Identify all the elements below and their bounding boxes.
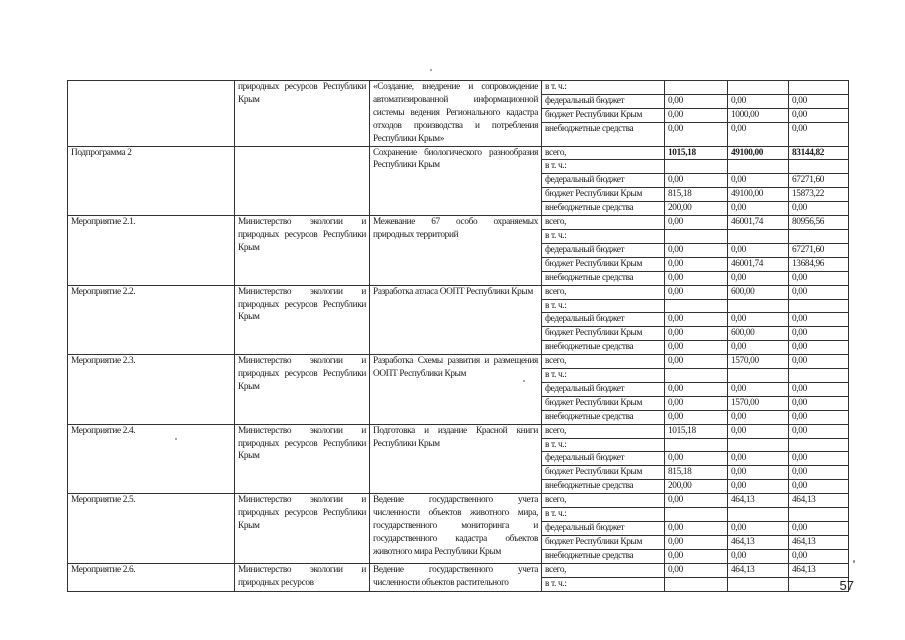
amount-cell-1: 0,00 — [665, 216, 728, 230]
amount-cell-3: 0,00 — [789, 355, 849, 369]
amount-cell-2: 0,00 — [728, 95, 789, 109]
amount-cell-1 — [665, 577, 728, 591]
activity-title-cell: «Создание, внедрение и сопровождение автоматизированной информационной системы ведения Регионального кадастра отходов производства и потребления Республики Крым» — [370, 81, 542, 147]
amount-cell-2: 0,00 — [728, 424, 789, 438]
amount-cell-1: 0,00 — [665, 410, 728, 424]
table-row — [68, 355, 849, 369]
amount-cell-3: 0,00 — [789, 95, 849, 109]
executor-cell: Министерство экологии и природных ресурсов Республики Крым — [235, 424, 370, 494]
amount-cell-3: 83144,82 — [789, 146, 849, 160]
amount-cell-2: 0,00 — [728, 410, 789, 424]
funding-source-cell: внебюджетные средства — [542, 271, 665, 285]
amount-cell-2 — [728, 160, 789, 174]
amount-cell-2 — [728, 81, 789, 95]
amount-cell-3: 15873,22 — [789, 188, 849, 202]
executor-cell: природных ресурсов Республики Крым — [235, 81, 370, 147]
amount-cell-1 — [665, 81, 728, 95]
amount-cell-1: 0,00 — [665, 563, 728, 577]
activity-title-cell: Ведение государственного учета численности объектов растительного — [370, 563, 542, 591]
amount-cell-1: 1015,18 — [665, 424, 728, 438]
amount-cell-3: 0,00 — [789, 452, 849, 466]
funding-source-cell: внебюджетные средства — [542, 480, 665, 494]
funding-source-cell: федеральный бюджет — [542, 243, 665, 257]
amount-cell-1: 0,00 — [665, 95, 728, 109]
amount-cell-2: 0,00 — [728, 480, 789, 494]
program-name-cell — [68, 81, 235, 147]
amount-cell-1: 0,00 — [665, 355, 728, 369]
scan-speck — [853, 560, 855, 563]
executor-cell: Министерство экологии и природных ресурсов Республики Крым — [235, 494, 370, 564]
amount-cell-3: 464,13 — [789, 494, 849, 508]
amount-cell-2 — [728, 229, 789, 243]
amount-cell-3: 0,00 — [789, 271, 849, 285]
amount-cell-2: 0,00 — [728, 202, 789, 216]
amount-cell-2: 0,00 — [728, 243, 789, 257]
amount-cell-2: 464,13 — [728, 563, 789, 577]
funding-source-cell: бюджет Республики Крым — [542, 109, 665, 123]
funding-source-cell: внебюджетные средства — [542, 549, 665, 563]
amount-cell-1: 0,00 — [665, 327, 728, 341]
amount-cell-3 — [789, 81, 849, 95]
amount-cell-1: 0,00 — [665, 271, 728, 285]
amount-cell-2: 464,13 — [728, 535, 789, 549]
funding-source-cell: в т. ч.: — [542, 229, 665, 243]
amount-cell-3: 0,00 — [789, 341, 849, 355]
program-name-cell: Мероприятие 2.6. — [68, 563, 235, 591]
funding-source-cell: в т. ч.: — [542, 160, 665, 174]
amount-cell-1: 0,00 — [665, 396, 728, 410]
funding-source-cell: федеральный бюджет — [542, 313, 665, 327]
amount-cell-2: 0,00 — [728, 549, 789, 563]
amount-cell-1: 0,00 — [665, 123, 728, 146]
funding-source-cell: в т. ч.: — [542, 508, 665, 522]
funding-source-cell: внебюджетные средства — [542, 123, 665, 146]
amount-cell-3: 67271,60 — [789, 243, 849, 257]
amount-cell-3: 464,13 — [789, 535, 849, 549]
funding-source-cell: всего, — [542, 494, 665, 508]
scan-speck — [430, 69, 432, 71]
amount-cell-1: 0,00 — [665, 243, 728, 257]
amount-cell-3: 80956,56 — [789, 216, 849, 230]
amount-cell-2: 0,00 — [728, 271, 789, 285]
amount-cell-3: 0,00 — [789, 466, 849, 480]
amount-cell-1: 0,00 — [665, 452, 728, 466]
funding-source-cell: всего, — [542, 146, 665, 160]
funding-source-cell: федеральный бюджет — [542, 174, 665, 188]
funding-source-cell: всего, — [542, 216, 665, 230]
amount-cell-2 — [728, 438, 789, 452]
amount-cell-1 — [665, 160, 728, 174]
funding-source-cell: бюджет Республики Крым — [542, 327, 665, 341]
amount-cell-2: 1570,00 — [728, 355, 789, 369]
amount-cell-3: 0,00 — [789, 285, 849, 299]
funding-source-cell: в т. ч.: — [542, 369, 665, 383]
funding-source-cell: в т. ч.: — [542, 299, 665, 313]
amount-cell-2: 49100,00 — [728, 188, 789, 202]
table-row — [68, 494, 849, 508]
amount-cell-3: 0,00 — [789, 202, 849, 216]
amount-cell-1: 0,00 — [665, 313, 728, 327]
funding-table-body — [68, 81, 849, 592]
amount-cell-3: 0,00 — [789, 382, 849, 396]
program-name-cell: Мероприятие 2.2. — [68, 285, 235, 355]
amount-cell-3: 0,00 — [789, 480, 849, 494]
amount-cell-2: 49100,00 — [728, 146, 789, 160]
amount-cell-1 — [665, 229, 728, 243]
amount-cell-3: 0,00 — [789, 327, 849, 341]
program-name-cell: Мероприятие 2.4. — [68, 424, 235, 494]
amount-cell-3: 0,00 — [789, 123, 849, 146]
executor-cell: Министерство экологии и природных ресурсов Республики Крым — [235, 355, 370, 425]
amount-cell-3 — [789, 229, 849, 243]
amount-cell-1: 0,00 — [665, 494, 728, 508]
amount-cell-3: 0,00 — [789, 396, 849, 410]
amount-cell-1: 0,00 — [665, 549, 728, 563]
program-name-cell: Мероприятие 2.5. — [68, 494, 235, 564]
amount-cell-3: 13684,96 — [789, 257, 849, 271]
amount-cell-1 — [665, 438, 728, 452]
amount-cell-1: 0,00 — [665, 285, 728, 299]
funding-source-cell: внебюджетные средства — [542, 410, 665, 424]
amount-cell-2 — [728, 369, 789, 383]
table-row — [68, 285, 849, 299]
amount-cell-2: 46001,74 — [728, 216, 789, 230]
amount-cell-2: 0,00 — [728, 382, 789, 396]
amount-cell-1 — [665, 508, 728, 522]
amount-cell-1: 0,00 — [665, 257, 728, 271]
activity-title-cell: Подготовка и издание Красной книги Республики Крым — [370, 424, 542, 494]
amount-cell-2: 0,00 — [728, 313, 789, 327]
amount-cell-1: 0,00 — [665, 522, 728, 536]
amount-cell-2: 0,00 — [728, 123, 789, 146]
amount-cell-1 — [665, 299, 728, 313]
amount-cell-2: 0,00 — [728, 452, 789, 466]
amount-cell-3: 0,00 — [789, 522, 849, 536]
amount-cell-2: 600,00 — [728, 327, 789, 341]
amount-cell-1 — [665, 369, 728, 383]
amount-cell-1: 815,18 — [665, 466, 728, 480]
amount-cell-2 — [728, 299, 789, 313]
amount-cell-2 — [728, 508, 789, 522]
table-row — [68, 81, 849, 95]
amount-cell-2 — [728, 577, 789, 591]
executor-cell: Министерство экологии и природных ресурсов — [235, 563, 370, 591]
amount-cell-1: 0,00 — [665, 174, 728, 188]
funding-source-cell: всего, — [542, 563, 665, 577]
funding-source-cell: бюджет Республики Крым — [542, 396, 665, 410]
funding-source-cell: в т. ч.: — [542, 81, 665, 95]
table-row — [68, 563, 849, 577]
amount-cell-3: 0,00 — [789, 424, 849, 438]
scan-speck — [523, 380, 525, 382]
executor-cell: Министерство экологии и природных ресурсов Республики Крым — [235, 216, 370, 286]
funding-source-cell: федеральный бюджет — [542, 522, 665, 536]
amount-cell-2: 1000,00 — [728, 109, 789, 123]
amount-cell-3: 464,13 — [789, 563, 849, 577]
funding-source-cell: федеральный бюджет — [542, 452, 665, 466]
table-row — [68, 216, 849, 230]
table-row — [68, 424, 849, 438]
funding-table — [67, 80, 849, 592]
activity-title-cell: Ведение государственного учета численности объектов животного мира, государственного мониторинга и государственного кадастра объектов животного мира Республики Крым — [370, 494, 542, 564]
amount-cell-3: 0,00 — [789, 410, 849, 424]
amount-cell-3 — [789, 369, 849, 383]
amount-cell-3 — [789, 508, 849, 522]
amount-cell-3: 0,00 — [789, 313, 849, 327]
amount-cell-2: 0,00 — [728, 174, 789, 188]
funding-source-cell: всего, — [542, 285, 665, 299]
amount-cell-1: 0,00 — [665, 109, 728, 123]
activity-title-cell: Межевание 67 особо охраняемых природных территорий — [370, 216, 542, 286]
amount-cell-1: 0,00 — [665, 341, 728, 355]
funding-source-cell: всего, — [542, 424, 665, 438]
amount-cell-2: 0,00 — [728, 466, 789, 480]
amount-cell-3: 0,00 — [789, 109, 849, 123]
amount-cell-2: 1570,00 — [728, 396, 789, 410]
amount-cell-1: 815,18 — [665, 188, 728, 202]
scan-speck — [175, 438, 177, 440]
table-row — [68, 146, 849, 160]
funding-source-cell: федеральный бюджет — [542, 382, 665, 396]
amount-cell-3: 0,00 — [789, 549, 849, 563]
funding-source-cell: внебюджетные средства — [542, 341, 665, 355]
activity-title-cell: Сохранение биологического разнообразия Республики Крым — [370, 146, 542, 216]
activity-title-cell: Разработка Схемы развития и размещения ООПТ Республики Крым — [370, 355, 542, 425]
amount-cell-1: 1015,18 — [665, 146, 728, 160]
amount-cell-1: 200,00 — [665, 202, 728, 216]
amount-cell-1: 200,00 — [665, 480, 728, 494]
activity-title-cell: Разработка атласа ООПТ Республики Крым — [370, 285, 542, 355]
page-number: 57 — [839, 578, 854, 593]
funding-source-cell: в т. ч.: — [542, 577, 665, 591]
funding-source-cell: бюджет Республики Крым — [542, 535, 665, 549]
amount-cell-2: 464,13 — [728, 494, 789, 508]
funding-source-cell: в т. ч.: — [542, 438, 665, 452]
funding-source-cell: федеральный бюджет — [542, 95, 665, 109]
amount-cell-2: 0,00 — [728, 341, 789, 355]
amount-cell-2: 46001,74 — [728, 257, 789, 271]
funding-source-cell: всего, — [542, 355, 665, 369]
amount-cell-3: 67271,60 — [789, 174, 849, 188]
amount-cell-1: 0,00 — [665, 535, 728, 549]
funding-source-cell: внебюджетные средства — [542, 202, 665, 216]
amount-cell-3 — [789, 438, 849, 452]
program-name-cell: Мероприятие 2.1. — [68, 216, 235, 286]
funding-source-cell: бюджет Республики Крым — [542, 188, 665, 202]
amount-cell-2: 600,00 — [728, 285, 789, 299]
funding-source-cell: бюджет Республики Крым — [542, 257, 665, 271]
amount-cell-3 — [789, 160, 849, 174]
funding-source-cell: бюджет Республики Крым — [542, 466, 665, 480]
executor-cell: Министерство экологии и природных ресурсов Республики Крым — [235, 285, 370, 355]
program-name-cell: Подпрограмма 2 — [68, 146, 235, 216]
amount-cell-1: 0,00 — [665, 382, 728, 396]
amount-cell-2: 0,00 — [728, 522, 789, 536]
executor-cell — [235, 146, 370, 216]
program-name-cell: Мероприятие 2.3. — [68, 355, 235, 425]
amount-cell-3 — [789, 299, 849, 313]
